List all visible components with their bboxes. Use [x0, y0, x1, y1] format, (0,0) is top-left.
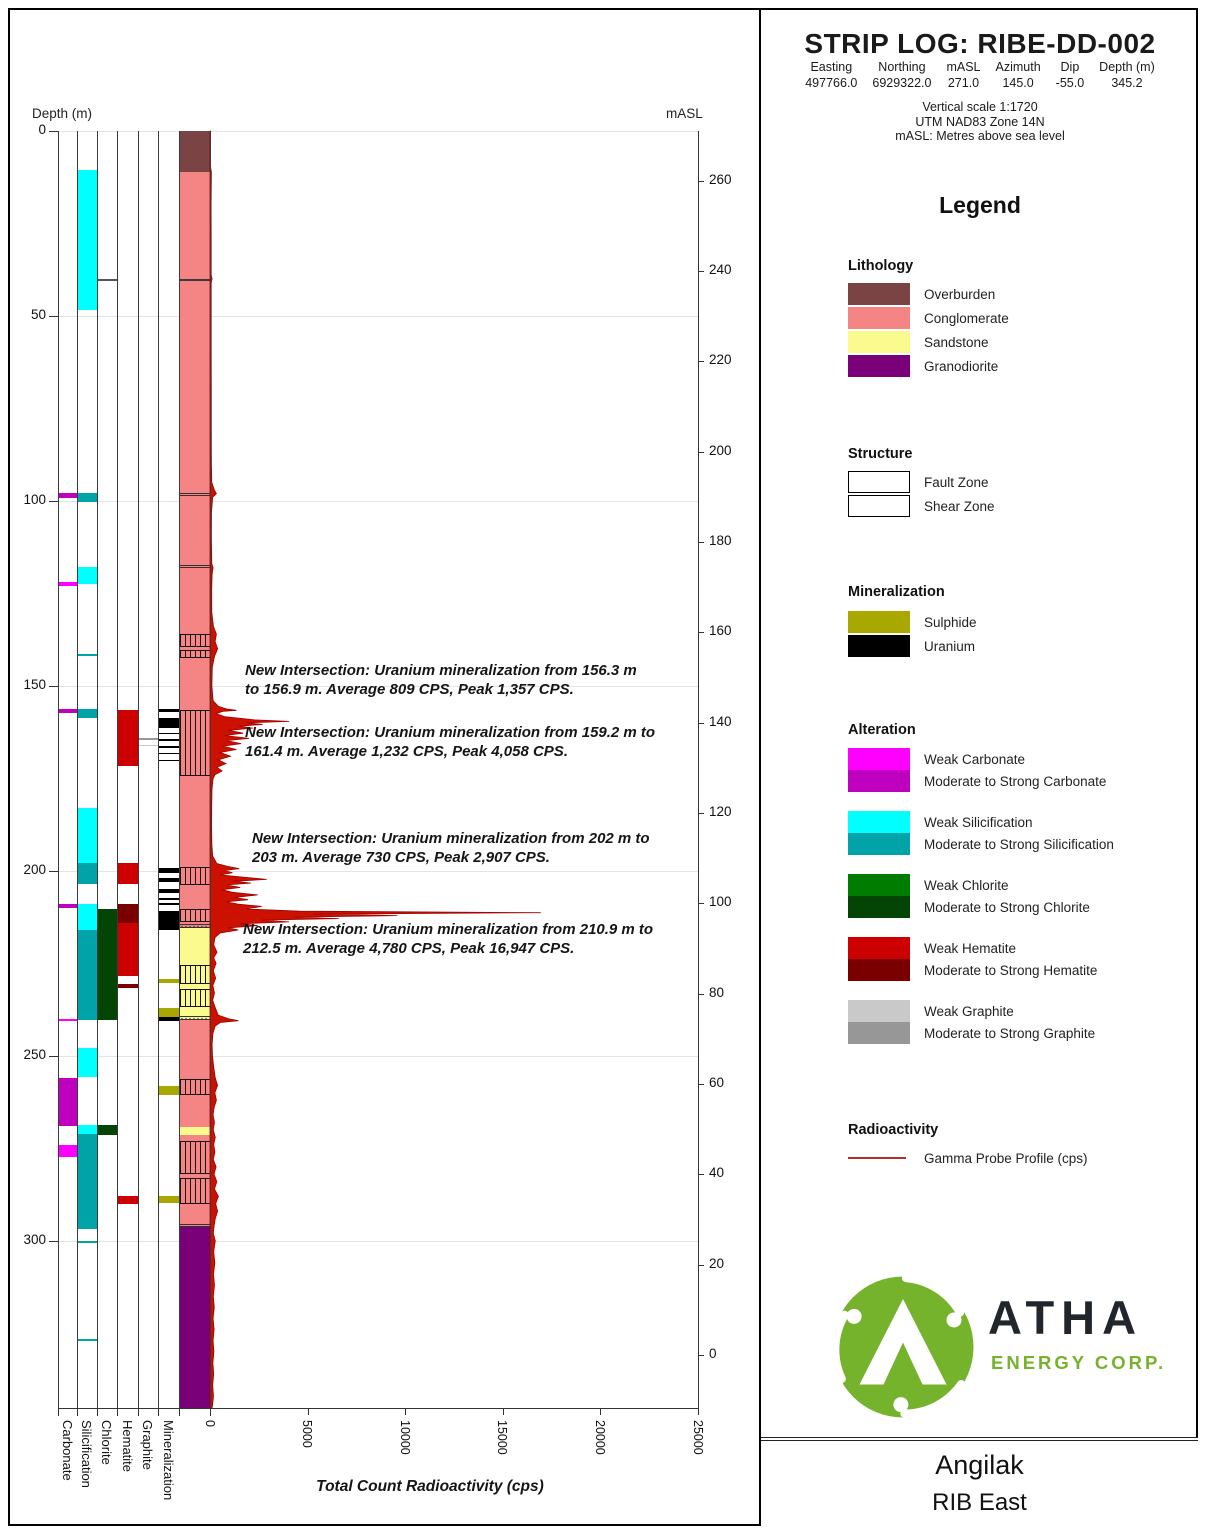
gamma-probe-profile	[210, 131, 698, 1408]
color-swatch	[848, 635, 910, 657]
collar-field-label: Easting	[810, 60, 853, 74]
color-swatch	[848, 811, 910, 833]
intersection-annotation-4: New Intersection: Uranium mineralization from 210.9 m to 212.5 m. Average 4,780 CPS, Peak 16,947 CPS.	[243, 921, 654, 957]
track-interval-mineralization	[159, 733, 179, 735]
legend-lithology-heading: Lithology	[848, 258, 914, 274]
collar-field-easting	[805, 60, 857, 90]
legend-item-label: Weak Chlorite	[924, 877, 1009, 893]
track-interval-mineralization	[159, 760, 179, 762]
x-tick	[503, 1408, 504, 1415]
depth-tick-label: 300	[23, 1231, 46, 1247]
structure-shear	[180, 1016, 210, 1020]
area-name: RIB East	[932, 1489, 1027, 1516]
track-label-graphite: Graphite	[140, 1420, 155, 1470]
legend-item-label: Uranium	[924, 638, 976, 654]
x-tick-label: 20000	[592, 1420, 607, 1455]
structure-shear	[180, 565, 210, 568]
track-interval-mineralization	[159, 1008, 179, 1017]
track-bottom-tick	[179, 1408, 180, 1416]
collar-field-value: 271.0	[947, 76, 980, 90]
masl-tick-label: 80	[709, 984, 725, 1000]
legend-item-label: Fault Zone	[924, 474, 989, 490]
legend-mineralization-heading: Mineralization	[848, 584, 945, 600]
track-interval-mineralization	[159, 709, 179, 712]
collar-field-azimuth	[996, 60, 1041, 90]
legend-structure-items	[848, 470, 1188, 518]
masl-note: mASL: Metres above sea level	[895, 129, 1065, 143]
pat-shear-pattern-swatch	[848, 495, 910, 517]
track-interval-carbonate	[59, 1019, 77, 1022]
track-label-chlorite: Chlorite	[99, 1420, 114, 1465]
atha-logo-icon	[828, 1272, 978, 1422]
masl-tick	[698, 542, 704, 543]
color-swatch	[848, 611, 910, 633]
track-bottom-tick	[117, 1408, 118, 1416]
legend-item-label: Moderate to Strong Silicification	[924, 836, 1114, 852]
collar-field-label: Depth (m)	[1099, 60, 1155, 74]
legend-alteration-weak-row	[848, 937, 1188, 959]
legend-alteration-strong-row	[848, 896, 1188, 918]
track-interval-silicification	[78, 863, 97, 885]
x-tick	[600, 1408, 601, 1415]
depth-axis-label: Depth (m)	[32, 106, 93, 121]
legend-lithology-row	[848, 306, 1188, 330]
masl-axis-label: mASL	[666, 106, 703, 121]
track-interval-silicification	[78, 567, 97, 584]
masl-tick-label: 180	[709, 532, 732, 548]
depth-tick	[49, 1056, 58, 1057]
masl-tick-label: 160	[709, 623, 732, 639]
structure-fault	[180, 965, 210, 984]
legend-lithology-row	[848, 354, 1188, 378]
collar-field-northing	[872, 60, 931, 90]
project-title-block	[761, 1437, 1198, 1528]
masl-tick	[698, 1174, 704, 1175]
legend-alteration-groups	[848, 748, 1188, 1063]
legend-item-label: Sandstone	[924, 334, 989, 350]
track-interval-carbonate	[59, 1145, 77, 1158]
structure-shear	[180, 1224, 210, 1227]
masl-tick-label: 120	[709, 803, 732, 819]
x-tick	[698, 1408, 699, 1415]
masl-tick	[698, 1084, 704, 1085]
legend-radioactivity-heading: Radioactivity	[848, 1122, 939, 1138]
track-interval-silicification	[78, 654, 97, 656]
collar-info	[768, 60, 1192, 90]
track-interval-carbonate	[59, 709, 77, 713]
collar-field-label: Azimuth	[995, 60, 1041, 74]
legend-item-label: Overburden	[924, 286, 996, 302]
masl-tick-label: 60	[709, 1074, 725, 1090]
collar-field-depthm	[1099, 60, 1155, 90]
legend-alteration-group	[848, 748, 1188, 792]
legend-item-label: Moderate to Strong Carbonate	[924, 773, 1107, 789]
track-label-carbonate: Carbonate	[59, 1420, 75, 1481]
collar-field-label: Dip	[1060, 60, 1080, 74]
collar-field-value: 145.0	[1002, 76, 1034, 90]
track-interval-carbonate	[59, 904, 77, 908]
depth-tick	[49, 501, 58, 502]
collar-field-value: 497766.0	[805, 76, 858, 90]
pat-fault-pattern-swatch	[848, 471, 910, 493]
track-interval-hematite	[118, 904, 138, 923]
masl-tick	[698, 723, 704, 724]
legend-item-label: Sulphide	[924, 614, 977, 630]
masl-tick	[698, 271, 704, 272]
legend-alteration-strong-row	[848, 959, 1188, 981]
track-interval-silicification	[78, 493, 97, 502]
legend-item-label: Weak Hematite	[924, 940, 1017, 956]
track-interval-silicification	[78, 1241, 97, 1243]
color-swatch	[848, 283, 910, 305]
intersection-annotation-3: New Intersection: Uranium mineralization from 202 m to 203 m. Average 730 CPS, Peak 2,907 CPS.	[252, 830, 650, 866]
masl-tick	[698, 1355, 704, 1356]
intersection-annotation-1: New Intersection: Uranium mineralization from 156.3 m to 156.9 m. Average 809 CPS, Peak 1,357 CPS.	[245, 662, 637, 698]
track-interval-mineralization	[159, 746, 179, 748]
track-interval-carbonate	[59, 493, 77, 498]
track-interval-graphite	[139, 738, 158, 740]
color-swatch	[848, 1000, 910, 1022]
legend-item-label: Moderate to Strong Chlorite	[924, 899, 1090, 915]
legend-item-label: Gamma Probe Profile (cps)	[924, 1150, 1088, 1166]
depth-tick	[49, 1241, 58, 1242]
color-swatch	[848, 896, 910, 918]
x-tick-label: 25000	[690, 1420, 705, 1455]
track-interval-mineralization	[159, 889, 179, 893]
masl-tick-label: 240	[709, 262, 732, 277]
color-swatch	[848, 331, 910, 353]
collar-field-dip	[1056, 60, 1085, 90]
legend-item-label: Weak Graphite	[924, 1003, 1014, 1019]
track-line	[158, 131, 159, 1408]
masl-tick	[698, 181, 704, 182]
structure-shear	[180, 493, 210, 496]
masl-tick-label: 200	[709, 442, 732, 458]
track-interval-silicification	[78, 709, 97, 718]
legend-alteration-strong-row	[848, 1022, 1188, 1044]
structure-fault	[180, 650, 210, 658]
x-tick	[308, 1408, 309, 1415]
masl-tick-label: 140	[709, 713, 732, 729]
track-interval-mineralization	[159, 739, 179, 741]
track-interval-mineralization	[159, 878, 179, 881]
legend-mineralization-row	[848, 634, 1188, 658]
brand-subname: ENERGY CORP.	[991, 1352, 1167, 1373]
masl-tick	[698, 632, 704, 633]
panel-divider	[759, 8, 761, 1526]
depth-tick	[49, 871, 58, 872]
masl-tick	[698, 994, 704, 995]
masl-tick	[698, 361, 704, 362]
structure-fault	[180, 1178, 210, 1204]
track-interval-chlorite	[98, 909, 117, 1020]
structure-shear	[180, 924, 210, 928]
track-interval-mineralization	[159, 979, 179, 983]
legend-mineralization-row	[848, 610, 1188, 634]
depth-tick-label: 150	[23, 676, 46, 692]
depth-tick	[49, 131, 58, 132]
track-label-hematite: Hematite	[119, 1420, 135, 1473]
track-interval-hematite	[118, 923, 138, 976]
track-interval-silicification	[78, 1134, 97, 1229]
legend-alteration-group	[848, 874, 1188, 918]
legend-alteration-heading: Alteration	[848, 722, 916, 738]
track-interval-mineralization	[159, 753, 179, 755]
legend-item-label: Conglomerate	[924, 310, 1009, 326]
x-tick	[210, 1408, 211, 1415]
depth-tick	[49, 316, 58, 317]
track-interval-hematite	[118, 710, 138, 766]
track-interval-mineralization	[159, 911, 179, 930]
track-interval-graphite	[139, 745, 158, 747]
masl-tick-label: 40	[709, 1165, 725, 1181]
track-interval-carbonate	[59, 1078, 77, 1126]
track-interval-silicification	[78, 170, 97, 311]
color-swatch	[848, 959, 910, 981]
lithology-interval-conglomerate	[180, 172, 210, 1227]
track-bottom-tick	[138, 1408, 139, 1416]
track-line	[210, 131, 211, 1408]
track-interval-mineralization	[159, 718, 179, 728]
depth-tick	[49, 686, 58, 687]
track-interval-silicification	[78, 808, 97, 863]
legend-alteration-weak-row	[848, 748, 1188, 770]
track-interval-silicification	[78, 1125, 97, 1135]
legend-lithology-row	[848, 330, 1188, 354]
legend-item-label: Granodiorite	[924, 358, 999, 374]
track-bottom-tick	[97, 1408, 98, 1416]
masl-tick-label: 220	[709, 352, 732, 368]
structure-fault	[180, 909, 210, 922]
legend-alteration-strong-row	[848, 833, 1188, 855]
legend-item-label: Shear Zone	[924, 498, 995, 514]
x-tick	[405, 1408, 406, 1415]
track-interval-mineralization	[159, 903, 179, 905]
track-interval-hematite	[118, 863, 138, 885]
legend-item-label: Weak Carbonate	[924, 751, 1026, 767]
depth-tick-label: 50	[30, 307, 46, 322]
masl-axis-line	[698, 131, 699, 1408]
legend-alteration-weak-row	[848, 874, 1188, 896]
track-interval-silicification	[78, 930, 97, 1020]
legend-alteration-weak-row	[848, 811, 1188, 833]
masl-tick-label: 100	[709, 894, 732, 910]
legend-structure-row	[848, 494, 1188, 518]
lithology-interval-sandstone	[180, 1127, 210, 1136]
masl-tick	[698, 1265, 704, 1266]
structure-fault	[180, 634, 210, 647]
color-swatch	[848, 355, 910, 377]
track-label-silicification: Silicification	[79, 1420, 94, 1488]
track-label-mineralization: Mineralization	[160, 1420, 176, 1501]
legend-item-label: Moderate to Strong Hematite	[924, 962, 1098, 978]
track-interval-mineralization	[159, 1086, 179, 1095]
track-line	[117, 131, 118, 1408]
collar-field-masl	[946, 60, 980, 90]
collar-field-value: -55.0	[1055, 76, 1085, 90]
track-interval-hematite	[118, 1196, 138, 1203]
masl-tick-label: 260	[709, 171, 732, 187]
masl-tick-label: 0	[709, 1345, 717, 1361]
gamma-line-sample	[848, 1157, 906, 1159]
color-swatch	[848, 833, 910, 855]
track-line	[77, 131, 78, 1408]
x-tick-label: 0	[202, 1420, 217, 1427]
track-bottom-tick	[77, 1408, 78, 1416]
legend-structure-heading: Structure	[848, 446, 913, 462]
track-line	[179, 131, 180, 1408]
track-interval-hematite	[118, 984, 138, 988]
legend-title: Legend	[939, 192, 1021, 218]
legend-structure-row	[848, 470, 1188, 494]
lithology-interval-granodiorite	[180, 1227, 210, 1408]
track-interval-silicification	[78, 1048, 97, 1077]
track-interval-silicification	[78, 904, 97, 930]
track-interval-mineralization	[159, 898, 179, 900]
legend-alteration-strong-row	[848, 770, 1188, 792]
lithology-interval-overburden	[180, 131, 210, 172]
legend-alteration-group	[848, 811, 1188, 855]
x-axis-line	[58, 1408, 698, 1409]
depth-tick-label: 0	[38, 122, 46, 137]
collar-field-label: Northing	[878, 60, 926, 74]
track-interval-chlorite	[98, 1125, 117, 1135]
utm-note: UTM NAD83 Zone 14N	[915, 114, 1045, 129]
radioactivity-axis-title: Total Count Radioactivity (cps)	[316, 1478, 544, 1495]
legend-lithology-items	[848, 282, 1188, 378]
intersection-annotation-2: New Intersection: Uranium mineralization from 159.2 m to 161.4 m. Average 1,232 CPS, Peak 4,058 CPS.	[245, 724, 656, 760]
track-line	[97, 131, 98, 1408]
legend-alteration-group	[848, 937, 1188, 981]
depth-tick-label: 250	[23, 1046, 46, 1062]
masl-tick-label: 20	[709, 1255, 725, 1271]
structure-fault	[180, 867, 210, 885]
color-swatch	[848, 1022, 910, 1044]
structure-fault	[180, 1079, 210, 1095]
track-bottom-tick	[158, 1408, 159, 1416]
legend-item-label: Moderate to Strong Graphite	[924, 1025, 1096, 1041]
masl-tick	[698, 452, 704, 453]
x-tick-label: 15000	[495, 1420, 510, 1455]
color-swatch	[848, 937, 910, 959]
color-swatch	[848, 770, 910, 792]
legend-radioactivity-row	[848, 1146, 1188, 1170]
track-interval-mineralization	[159, 1017, 179, 1021]
masl-tick	[698, 903, 704, 904]
track-interval-silicification	[78, 1339, 97, 1341]
x-tick-label: 10000	[397, 1420, 412, 1455]
legend-alteration-group	[848, 1000, 1188, 1044]
legend-radioactivity-items	[848, 1146, 1188, 1170]
depth-tick-label: 200	[23, 861, 46, 877]
casing-marker-lithology	[180, 279, 210, 281]
legend-alteration-weak-row	[848, 1000, 1188, 1022]
collar-field-value: 345.2	[1111, 76, 1143, 90]
page-title: STRIP LOG: RIBE-DD-002	[804, 28, 1156, 59]
legend-lithology-row	[848, 282, 1188, 306]
casing-marker-chlorite	[98, 279, 117, 281]
track-interval-mineralization	[159, 868, 179, 873]
collar-field-label: mASL	[946, 60, 981, 74]
brand-name: ATHA	[988, 1291, 1144, 1344]
scale-note: Vertical scale 1:1720	[922, 100, 1038, 114]
track-interval-carbonate	[59, 582, 77, 586]
structure-fault	[180, 1141, 210, 1174]
project-name: Angilak	[935, 1450, 1024, 1480]
track-interval-mineralization	[159, 1196, 179, 1203]
legend-mineralization-items	[848, 610, 1188, 658]
color-swatch	[848, 307, 910, 329]
collar-field-value: 6929322.0	[872, 76, 932, 90]
map-notes	[768, 100, 1192, 144]
color-swatch	[848, 748, 910, 770]
depth-tick-label: 100	[23, 491, 46, 507]
color-swatch	[848, 874, 910, 896]
track-line	[138, 131, 139, 1408]
masl-tick	[698, 813, 704, 814]
legend-item-label: Weak Silicification	[924, 814, 1033, 830]
structure-fault	[180, 989, 210, 1008]
track-bottom-tick	[58, 1408, 59, 1416]
track-line	[58, 131, 59, 1408]
x-tick-label: 5000	[300, 1420, 315, 1448]
structure-fault	[180, 710, 210, 777]
